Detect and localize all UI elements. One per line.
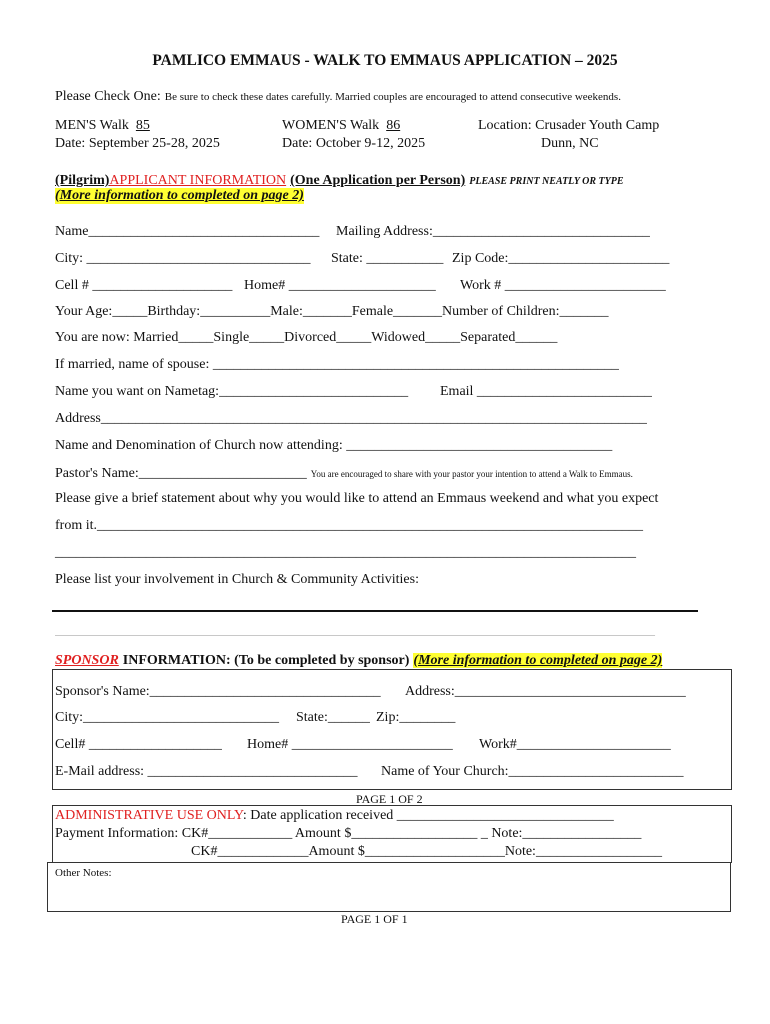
admin-date-row xyxy=(55,808,614,824)
pilgrim-label: (Pilgrim) xyxy=(55,173,110,188)
check-instructions xyxy=(55,87,621,105)
sponsor-name-field[interactable]: Sponsor's Name:_________________________________ xyxy=(55,684,381,699)
check-label: Please Check One: xyxy=(55,89,161,104)
pastor-note: You are encouraged to share with your pastor your intention to attend a Walk to Emmaus. xyxy=(310,469,633,479)
email-field[interactable]: Email _________________________ xyxy=(440,384,652,399)
nametag-field[interactable]: Name you want on Nametag:___________________________ xyxy=(55,384,409,399)
applicant-info-title: APPLICANT INFORMATION xyxy=(109,173,287,188)
date-received-field[interactable]: : Date application received _______________________________ xyxy=(242,808,614,823)
sponsor-more-info: (More information to completed on page 2) xyxy=(413,653,663,668)
church-field[interactable]: Name and Denomination of Church now attending: ______________________________________ xyxy=(55,438,613,453)
involvement-line[interactable] xyxy=(52,610,698,612)
women-walk-label: WOMEN'S Walk xyxy=(282,118,380,133)
page-number-footer: PAGE 1 OF 1 xyxy=(341,912,408,926)
sponsor-zip-field[interactable]: Zip:________ xyxy=(376,710,456,725)
separator-dashes: ________________________________________________________________________________________________________________________ xyxy=(55,626,655,637)
men-walk-number: 85 xyxy=(135,118,150,133)
home-phone-field[interactable]: Home# _____________________ xyxy=(244,278,436,293)
work-phone-field[interactable]: Work # _______________________ xyxy=(460,278,666,293)
men-walk-label: MEN'S Walk xyxy=(55,118,129,133)
women-walk[interactable] xyxy=(282,118,400,134)
women-walk-number: 86 xyxy=(386,118,401,133)
involvement-prompt: Please list your involvement in Church & Community Activities: xyxy=(55,572,419,587)
payment-field-2[interactable]: CK#_____________Amount $____________________Note:__________________ xyxy=(191,844,662,859)
city-field[interactable]: City: ________________________________ xyxy=(55,251,311,266)
sponsor-title: INFORMATION: (To be completed by sponsor) xyxy=(122,653,410,668)
pastor-row xyxy=(55,464,633,482)
other-notes-label: Other Notes: xyxy=(55,867,112,879)
applicant-more-info: (More information to completed on page 2) xyxy=(55,188,304,203)
mailing-address-field[interactable]: Mailing Address:_______________________________ xyxy=(336,224,650,239)
check-note: Be sure to check these dates carefully. Married couples are encouraged to attend consecutive weekends. xyxy=(164,91,621,103)
state-field[interactable]: State: ___________ xyxy=(331,251,444,266)
sponsor-heading xyxy=(55,651,662,669)
admin-title: ADMINISTRATIVE USE ONLY xyxy=(55,808,243,823)
zip-field[interactable]: Zip Code:_______________________ xyxy=(452,251,670,266)
payment-field[interactable]: Payment Information: CK#____________ Amount $__________________ _ Note:_________________ xyxy=(55,826,642,841)
location: Location: Crusader Youth Camp xyxy=(478,118,660,133)
men-walk-date: Date: September 25-28, 2025 xyxy=(55,136,220,151)
cell-field[interactable]: Cell # ____________________ xyxy=(55,278,233,293)
spouse-field[interactable]: If married, name of spouse: __________________________________________________________ xyxy=(55,357,619,372)
page-number-mid: PAGE 1 OF 2 xyxy=(356,792,423,806)
applicant-heading xyxy=(55,171,624,189)
name-field[interactable]: Name_________________________________ xyxy=(55,224,320,239)
sponsor-city-field[interactable]: City:____________________________ xyxy=(55,710,280,725)
sponsor-state-field[interactable]: State:______ xyxy=(296,710,370,725)
sponsor-cell-field[interactable]: Cell# ___________________ xyxy=(55,737,222,752)
statement-field[interactable]: from it.______________________________________________________________________________ xyxy=(55,518,643,533)
women-walk-date: Date: October 9-12, 2025 xyxy=(282,136,426,151)
sponsor-email-field[interactable]: E-Mail address: ______________________________ xyxy=(55,764,358,779)
men-walk[interactable] xyxy=(55,118,150,134)
sponsor-home-field[interactable]: Home# _______________________ xyxy=(247,737,453,752)
pastor-field[interactable]: Pastor's Name:________________________ xyxy=(55,466,307,481)
page-title: PAMLICO EMMAUS - WALK TO EMMAUS APPLICATION – 2025 xyxy=(152,52,618,69)
age-birthday-gender-row[interactable]: Your Age:_____Birthday:__________Male:_______Female_______Number of Children:_______ xyxy=(55,304,609,319)
statement-field-line[interactable]: ___________________________________________________________________________________ xyxy=(55,545,636,560)
per-person-note: (One Application per Person) xyxy=(290,173,466,188)
statement-prompt: Please give a brief statement about why you would like to attend an Emmaus weekend and what you expect xyxy=(55,491,659,506)
address-field[interactable]: Address______________________________________________________________________________ xyxy=(55,411,647,426)
sponsor-work-field[interactable]: Work#______________________ xyxy=(479,737,671,752)
sponsor-address-field[interactable]: Address:_________________________________ xyxy=(405,684,686,699)
sponsor-church-field[interactable]: Name of Your Church:_________________________ xyxy=(381,764,684,779)
marital-status-row[interactable]: You are now: Married_____Single_____Divorced_____Widowed_____Separated______ xyxy=(55,330,558,345)
sponsor-label: SPONSOR xyxy=(55,653,119,668)
other-notes-box[interactable] xyxy=(47,862,731,912)
location-city: Dunn, NC xyxy=(541,136,599,151)
print-note: PLEASE PRINT NEATLY OR TYPE xyxy=(469,176,624,187)
